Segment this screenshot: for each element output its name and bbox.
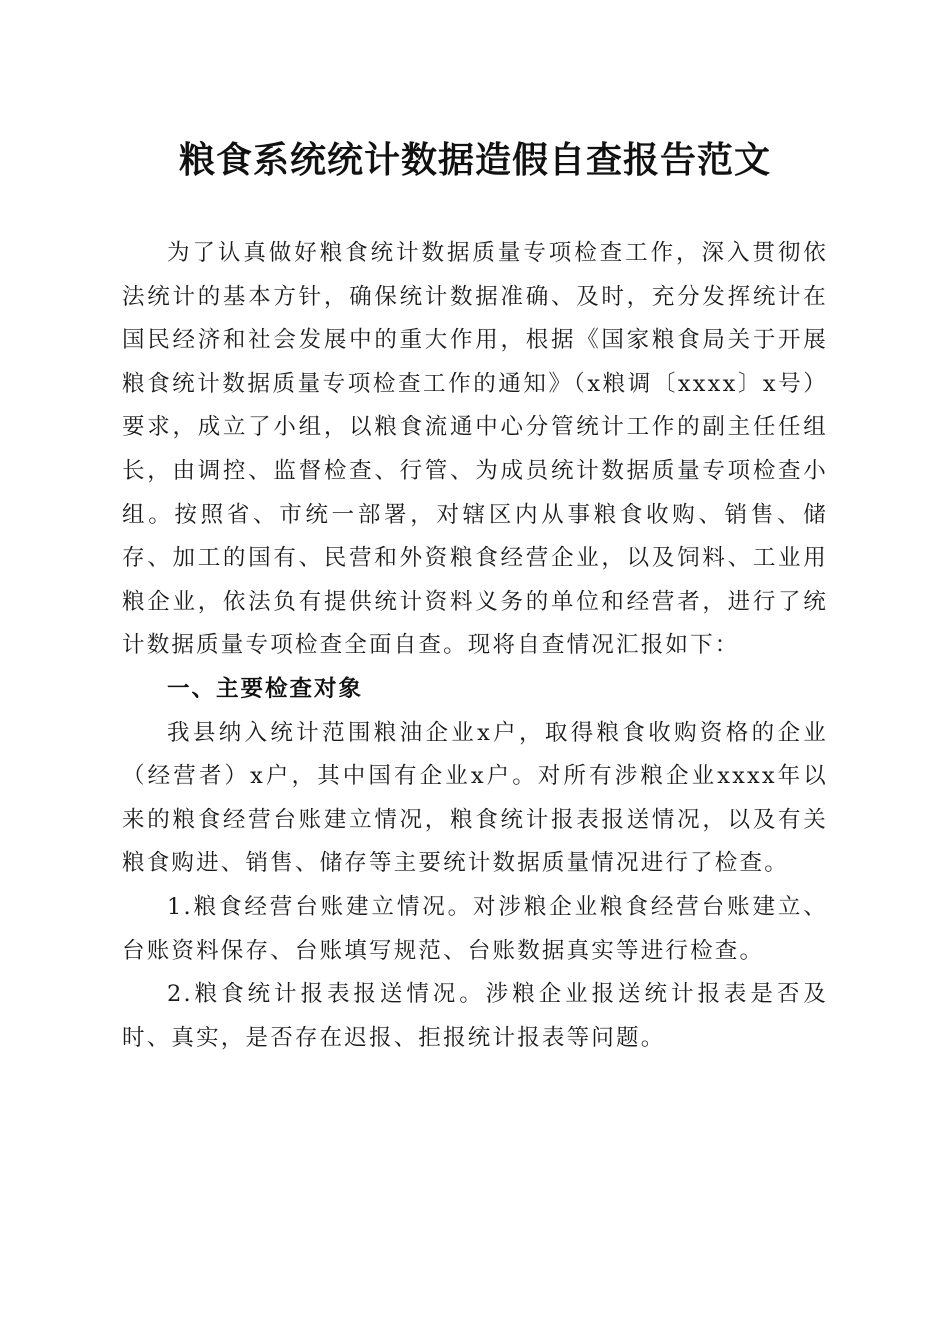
- section-heading-main-objects: 一、主要检查对象: [167, 675, 364, 702]
- list-item-ledger: 1.粮食经营台账建立情况。对涉粮企业粮食经营台账建立、台账资料保存、台账填写规范、台账数据真实等进行检查。: [122, 893, 828, 964]
- document-title: 粮食系统统计数据造假自查报告范文: [178, 139, 771, 181]
- intro-paragraph: 为了认真做好粮食统计数据质量专项检查工作，深入贯彻依法统计的基本方针，确保统计数据准确、及时，充分发挥统计在国民经济和社会发展中的重大作用，根据《国家粮食局关于开展粮食统计数据质量专项检查工作的通知》（x粮调〔xxxx〕x号）要求，成立了小组，以粮食流通中心分管统计工作的副主任任组长，由调控、监督检查、行管、为成员统计数据质量专项检查小组。按照省、市统一部署，对辖区内从事粮食收购、销售、储存、加工的国有、民营和外资粮食经营企业，以及饲料、工业用粮企业，依法负有提供统计资料义务的单位和经营者，进行了统计数据质量专项检查全面自查。现将自查情况汇报如下：: [122, 240, 828, 659]
- section-paragraph-main-objects: 我县纳入统计范围粮油企业x户，取得粮食收购资格的企业（经营者）x户，其中国有企业x户。对所有涉粮企业xxxx年以来的粮食经营台账建立情况，粮食统计报表报送情况，以及有关粮食购进、销售、储存等主要统计数据质量情况进行了检查。: [122, 719, 828, 877]
- document-body: [122, 232, 828, 1060]
- list-item-reports: 2.粮食统计报表报送情况。涉粮企业报送统计报表是否及时、真实，是否存在迟报、拒报统计报表等问题。: [122, 981, 828, 1051]
